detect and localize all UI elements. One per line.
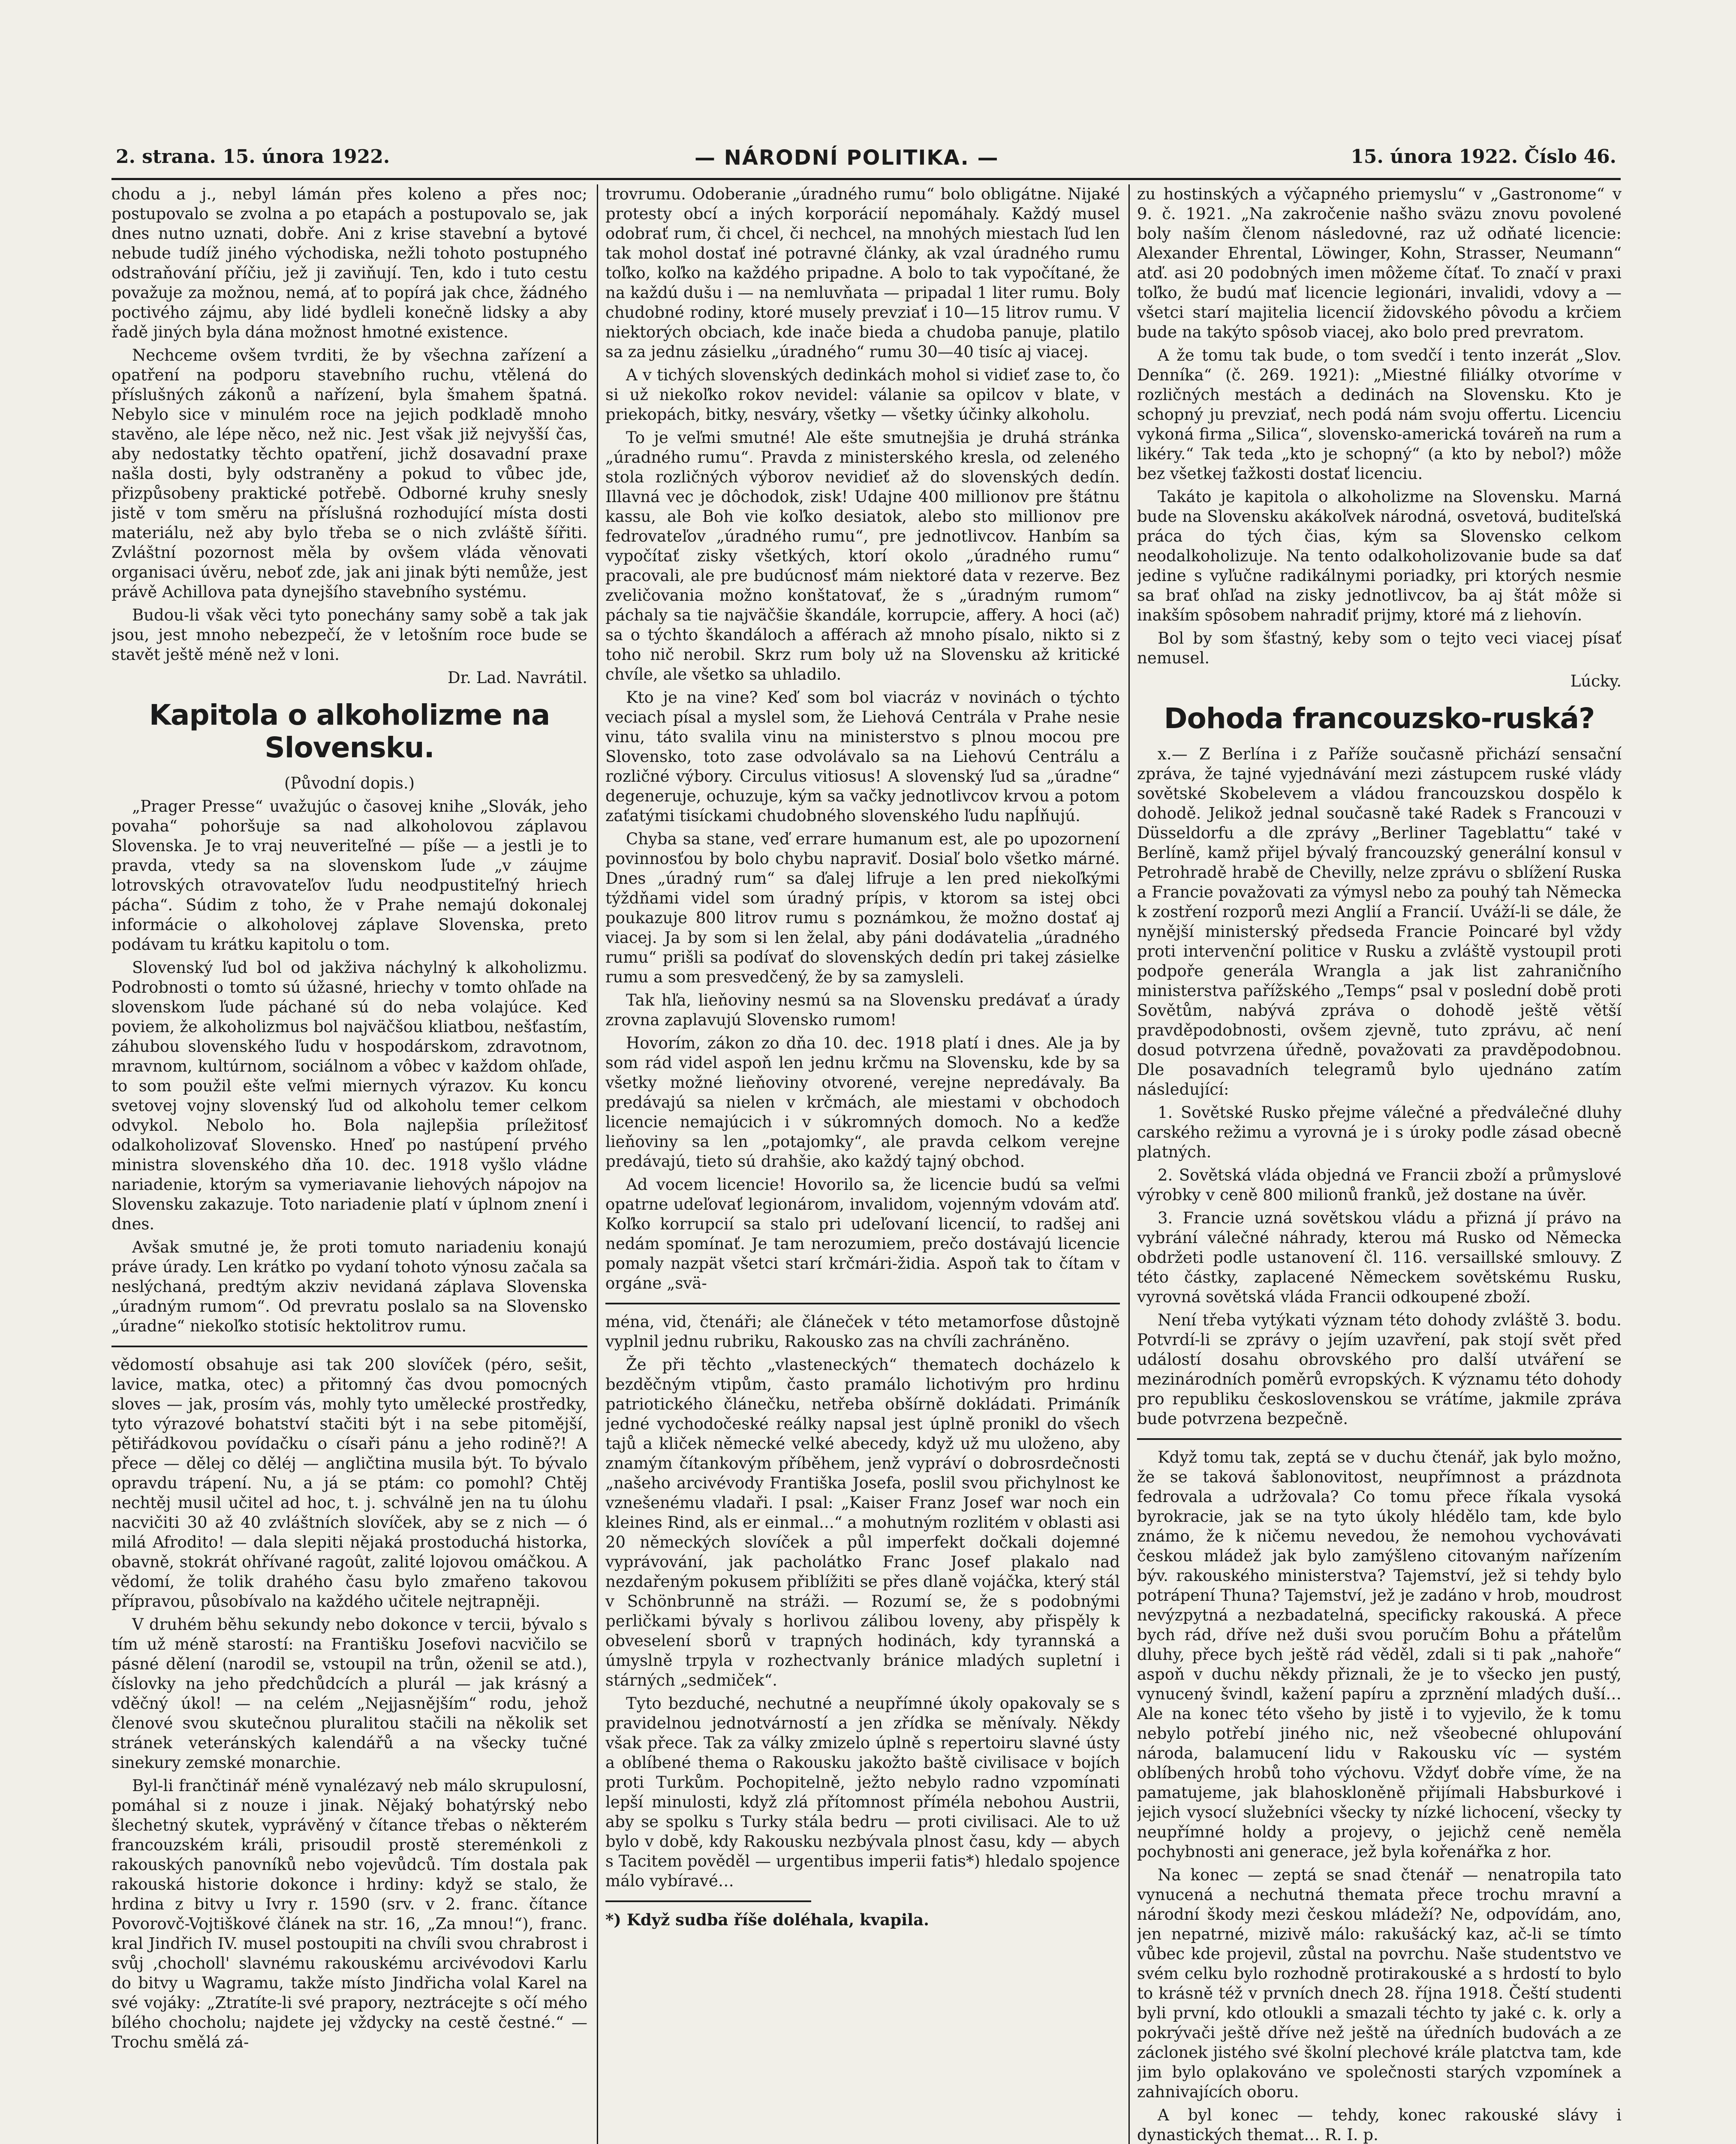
paragraph: „Prager Presse“ uvažujúc o časovej knihe „Slovák, jeho povaha“ pohoršuje sa nad alkoholovou záplavou Slovenska. Je to vraj neuveriteľné — píše — a jestli je to pravda, vtedy sa na slovenskom ľude „v záujme lotrovských otravovateľov ľudu neodpustiteľný hriech pácha“. Súdim z toho, že v Prahe nemajú dokonalej informácie o alkoholovej záplave Slovenska, preto podávam tu krátku kapitolu o tom.	[111, 797, 587, 954]
paragraph: ména, vid, čtenáři; ale článeček v této metamorfose důstojně vyplnil jednu rubriku, Rakousko zas na chvíli zachráněno.	[605, 1313, 1120, 1351]
paragraph: vědomostí obsahuje asi tak 200 slovíček (péro, sešit, lavice, matka, otec) a přitomný čas dvou pomocných sloves — jak, prosím vás, mohly tyto umělecké prostředky, tyto výrazové bohatství stačiti být i na sebe pitomější, pětiřádkovou povídačku o císaři pánu a jeho rodině?! A přece — dělej co děléj — angličtina musila být. To bývalo opravdu trápení. Nu, a já se ptám: co pomohl? Chtěj nechtěj musil učitel ad hoc, t. j. schválně jen na tu úlohu nacvičiti 30 až 40 zvláštních slovíček, aby se z nich — ó milá Afrodito! — dala slepiti nějaká prostoduchá historka, obavně, stokrát ohřívané ragoût, zalité lojovou omáčkou. A vědomí, že tolik drahého času bylo zmařeno takovou přípravou, působívalo na každého učitele nejtrapněji.	[111, 1355, 587, 1611]
paragraph: Slovenský ľud bol od jakživa náchylný k alkoholizmu. Podrobnosti o tomto sú úžasné, hriechy v tomto ohľade na slovenskom ľude páchané sú do neba volajúce. Keď poviem, že alkoholizmus bol najväčšou kliatbou, nešťastím, záhubou slovenského ľudu v hospodárskom, zdravotnom, mravnom, kultúrnom, sociálnom a vôbec v každom ohľade, to som použil ešte veľmi miernych výrazov. Ku koncu svetovej vojny slovenský ľud od alkoholu temer celkom odvykol. Nebolo ho. Bola najlepšia príležitosť odalkoholizovať Slovensko. Hneď po nastúpení prvého ministra slovenského dňa 10. dec. 1918 vyšlo vládne nariadenie, ktorým sa vymeriavanie liehových nápojov na Slovensku zakazuje. Toto nariadenie platí v úplnom znení i dnes.	[111, 958, 587, 1233]
paragraph: Avšak smutné je, že proti tomuto nariadeniu konajú práve úrady. Len krátko po vydaní tohoto výnosu začala sa neslýchaná, predtým akziv nevidaná záplava Slovenska „úradným rumom“. Od prevratu poslalo sa na Slovensko „úradne“ niekoľko stotisíc hektolitrov rumu.	[111, 1238, 587, 1335]
paragraph: Není třeba vytýkati význam této dohody zvláště 3. bodu. Potvrdí-li se zprávy o jejím uzavření, pak stojí svět před událostí dosahu obrovského pro další utváření se mezinárodních poměrů evropských. K významu této dohody pro republiku československou se vrátíme, jakmile zpráva bude potvrzena bezpečně.	[1137, 1311, 1622, 1428]
paragraph: zu hostinských a výčapného priemyslu“ v „Gastronome“ v 9. č. 1921. „Na zakročenie našho sväzu znovu povolené boly naším členom následovné, raz už odňaté licencie: Alexander Ehrental, Löwinger, Kohn, Strasser, Neumann“ atď. asi 20 podobných imen môžeme čítať. To značí v praxi toľko, že budú mať licencie legionári, invalidi, vdovy a — všetci starí majitelia licencií židovského pôvodu a krčiem bude na takýto spôsob viacej, ako bolo pred prevratom.	[1137, 185, 1622, 341]
footnote-rule	[605, 1900, 811, 1902]
paragraph: Takáto je kapitola o alkoholizme na Slovensku. Marná bude na Slovensku akákoľvek národná, osvetová, buditeľská práca do tých čias, kým sa Slovensko celkom neodalkoholizuje. Na tento odalkoholizovanie bude sa dať jedine s vyľučne radikálnymi poriadky, pri ktorých nesmie sa brať ohľad na zisky jednotlivcov, ba aj štát môže si inakším spôsobem nahradiť prijmy, ktoré má z liehovín.	[1137, 488, 1622, 624]
paragraph: Budou-li však věci tyto ponechány samy sobě a tak jak jsou, jest mnoho nebezpečí, že v letošním roce bude se stavět ještě méně než v loni.	[111, 606, 587, 664]
masthead: — NÁRODNÍ POLITIKA. —	[695, 146, 999, 170]
paragraph: A že tomu tak bude, o tom svedčí i tento inzerát „Slov. Denníka“ (č. 269. 1921): „Miestné filiálky otvoríme v rozličných mestách a dedinách na Slovensku. Kto je schopný ju prevziať, nech podá nám svoju offertu. Licenciu vykoná firma „Silica“, slovensko-americká továreň na rum a likéry.“ Tak teda „kto je schopný“ (a kto by nebol?) môže bez všetkej ťažkosti dostať licenciu.	[1137, 346, 1622, 483]
paragraph: A byl konec — tehdy, konec rakouské slávy i dynastických themat… R. I. p.	[1137, 2106, 1622, 2144]
column-3	[1137, 184, 1622, 2144]
article-subtitle: (Původní dopis.)	[284, 774, 415, 792]
paragraph: Tak hľa, lieňoviny nesmú sa na Slovensku predávať a úrady zrovna zaplavujú Slovensko rumom!	[605, 991, 1120, 1029]
paragraph: To je veľmi smutné! Ale ešte smutnejšia je druhá stránka „úradného rumu“. Pravda z ministerského kresla, od zeleného stola rozličných výborov nevidieť až do slovenských dedín. Illavná vec je dôchodok, zisk! Udajne 400 millionov pre štátnu kassu, ale Boh vie koľko desiatok, alebo sto millionov pre fedrovateľov „úradného rumu“, pre jednotlivcov. Hanbím sa vypočítať zisky všetkých, ktorí okolo „úradného rumu“ pracovali, ale pre budúcnosť mám niektoré data v rezerve. Bez zveličovania možno konštatovať, že s „úradným rumom“ páchaly sa tie najväčšie škandále, korrupcie, affery. A hoci (ač) sa o týchto škandáloch a afférach až mnoho písalo, nikto si z toho nič nerobil. Skrz rum boly už na Slovensku až kritické chvíle, ale všetko sa uhladilo.	[605, 428, 1120, 684]
paragraph: trovrumu. Odoberanie „úradného rumu“ bolo obligátne. Nijaké protesty obcí a iných korporácií nepomáhaly. Každý musel odobrať rum, či chcel, či nechcel, na mnohých miestach ľud len tak mohol dostať iné potravné články, ak vzal úradného rumu toľko, koľko na každého pripadne. A bolo to tak vypočítané, že na každú dušu i — na nemluvňata — pripadal 1 liter rumu. Boly chudobné rodiny, ktoré musely prevziať i 10—15 litrov rumu. V niektorých obciach, kde inače bieda a chudoba panuje, platilo sa za jednu zásielku „úradného“ rumu 30—40 tisíc aj viacej.	[605, 185, 1120, 361]
column-divider-2	[1128, 184, 1130, 2144]
column-2	[605, 184, 1120, 2144]
footnote: *) Když sudba říše doléhala, kvapila.	[605, 1910, 930, 1929]
section-rule	[1137, 1438, 1622, 1440]
paragraph: Bol by som šťastný, keby som o tejto veci viacej písať nemusel.	[1137, 629, 1622, 667]
section-rule	[605, 1303, 1120, 1304]
paragraph: Tyto bezduché, nechutné a neupřímné úkoly opakovaly se s pravidelnou jednotvárností a jen zřídka se měnívaly. Někdy však přece. Tak za války zmizelo úplně s repertoiru slavné ústy a oblíbené thema o Rakousku jakožto baště civilisace v bojích proti Turkům. Pochopitelně, ježto nebylo radno vzpomínati lepší minulosti, když zlá přítomnost příméla nebohou Austrii, aby se spolku s Turky stála bedru — proti civilisaci. Ale to už bylo v době, kdy Rakousku nezbývala plnost času, kdy — abych s Tacitem pověděl — urgentibus imperii fatis*) hledalo spojence málo vybíravé…	[605, 1694, 1120, 1890]
paragraph: 3. Francie uzná sovětskou vládu a přizná jí právo na vybrání válečné náhrady, kterou má Rusko od Německa obdržeti podle ustanovení čl. 116. versaillské smlouvy. Z této částky, zaplacené Německem sovětskému Rusku, vyrovná sovětská vláda Francii odkoupené zboží.	[1137, 1209, 1622, 1306]
header-rule	[111, 178, 1621, 180]
paragraph: 1. Sovětské Rusko přejme válečné a předválečné dluhy carského režimu a vyrovná je i s úroky podle zásad obecně platných.	[1137, 1103, 1622, 1161]
paragraph: x.— Z Berlína i z Paříže současně přichází sensační zpráva, že tajné vyjednávání mezi zástupcem ruské vlády sovětské Skobelevem a vládou francouzskou dospělo k dohodě. Jelikož jednal současně také Radek s Francouzi v Düsseldorfu a dle zprávy „Berliner Tageblattu“ také v Berlíně, kamž přijel bývalý francouzský generální konsul v Petrohradě hrabě de Chevilly, nelze zprávu o sblížení Ruska a Francie považovati za výmysl nebo za pouhý tah Německa k zostření rozporů mezi Anglií a Francií. Uváží-li se dále, že nynější ministerský předseda Francie Poincaré byl vždy proti intervenční politice v Rusku a zvláště vystoupil proti podpoře generála Wrangla a jak list zahraničního ministerstva pařížského „Temps“ psal v poslední době proti Sovětům, nabývá zpráva o dohodě ještě větší pravděpodobnosti, ovšem zjevně, tuto zprávu, ač není dosud potvrzena úředně, považovati za pravděpodobnou. Dle posavadních telegramů bylo ujednáno zatím následující:	[1137, 745, 1622, 1099]
article-headline: Kapitola o alkoholizme na Slovensku.	[149, 699, 550, 764]
article-headline: Dohoda francouzsko-ruská?	[1164, 702, 1595, 735]
paragraph: Že při těchto „vlasteneckých“ thematech docházelo k bezděčným vtipům, často pramálo lichotivým pro hrdinu patriotického článečku, netřeba obšírně dokládati. Primáník jedné vychodočeské reálky napsal jest úplně pronikl do všech tajů a kliček německé velké abecedy, když už mu uloženo, aby znamým čítankovým příběhem, jenž vypráví o dobrosrdečnosti „našeho arcivévody Františka Josefa, poslil svou přichylnost ke vznešenému vladaři. I psal: „Kaiser Franz Josef war noch ein kleines Rind, als er einmal...“ a mohutným rozlitém v oblasti asi 20 německých slovíček a půl imperfekt dočkali dojemné vyprávování, jak pacholátko Franc Josef plakalo nad nezdařeným pokusem přiblížiti se přes dlaně vojáčka, který stál v Schönbrunně na stráži. — Rozumí se, že s podobnými perličkami bývaly s horlivou zálibou loveny, aby přispěly k obveselení sborů v trapných hodinách, kdy tyrannská a úmyslně trpyla v rozhectvanly bránice mladých supletní i stárných „sedmiček“.	[605, 1355, 1120, 1689]
paragraph: Chyba sa stane, veď errare humanum est, ale po upozornení povinnosťou by bolo chybu napraviť. Dosiaľ bolo všetko márné. Dnes „úradný rum“ sa ďalej lifruje a len pred niekoľkými týždňami videl som úradný prípis, v ktorom sa istej obci poukazuje 800 litrov rumu s poznámkou, že možno dostať aj viacej. Ja by som si len želal, aby páni dodávatelia „úradného rumu“ prišli sa podívať do slovenských dedín pri takej zásielke rumu a som presvedčený, že by sa zamysleli.	[605, 830, 1120, 986]
page-header	[116, 142, 1616, 180]
paragraph: Když tomu tak, zeptá se v duchu čtenář, jak bylo možno, že se taková šablonovitost, neupřímnost a prázdnota fedrovala a udržovala? Co tomu přece říkala vysoká byrokracie, jak se na tyto úkoly hlédělo tam, kde bylo známo, že k ničemu nevedou, že nemohou vychovávati českou mládež jak bylo zamýšleno citovaným nařízením býv. rakouského ministerstva? Tajemství, jež si tehdy bylo potrápení Thuna? Tajemství, jež je zadáno v hrob, moudrost nevýzpytná a nezbadatelná, specificky rakouská. A přece bych rád, dříve než duši svou poručím Bohu a přátelům dluhy, přece bych ještě rád věděl, zdali si ti pak „nahoře“ aspoň v duchu někdy přiznali, že je to všecko jen pustý, vynucený švindl, kažení papíru a zprznění mladých duší… Ale na konec této všeho by jistě i to vyjevilo, že k tomu nebylo potřebí jiného nic, než všeobecné ohlupování národa, balamucení lidu v Rakousku víc — systém oblíbených hrobů toho výchovu. Vždyť dobře víme, že na pamatujeme, jak blahoskloněně přijímali Habsburkové i jejich vysocí služebníci všecky ty nízké lichocení, všecky ty neupřímné holdy a projevy, o jejichž ceně neměla pochybnosti ani generace, jež byla kořenářka z hor.	[1137, 1448, 1622, 1861]
paragraph: Ad vocem licencie! Hovorilo sa, že licencie budú sa veľmi opatrne udeľovať legionárom, invalidom, vojenným vdovám atď. Koľko korrupcií sa stalo pri udeľovaní licencií, to radšej ani nedám spomínať. Je tam nerozumiem, prečo dostávajú licencie pomaly nazpät všetci starí krčmári-židia. Aspoň tak to čítam v orgáne „svä-	[605, 1175, 1120, 1292]
paragraph: 2. Sovětská vláda objedná ve Francii zboží a průmyslové výrobky v ceně 800 milionů franků, jež dostane na úvěr.	[1137, 1166, 1622, 1204]
paragraph: V druhém běhu sekundy nebo dokonce v tercii, bývalo s tím už méně starostí: na Františku Josefovi nacvičilo se pásné dělení (narodil se, vstoupil na trůn, oženil se atd.), číslovky na jeho předchůdcích a plurál — jak krásný a vděčný úkol! — na celém „Nejjasnějším“ rodu, jehož členové svou skutečnou pluralitou stačili na několik set stránek veteránských kalendářů a na všecky tučné sinekury zemské monarchie.	[111, 1615, 587, 1772]
paragraph: chodu a j., nebyl lámán přes koleno a přes noc; postupovalo se zvolna a po etapách a postupovalo se, jak dnes nutno uznati, dobře. Ani z krise stavební a bytové nebude tudíž jiného východiska, nežli tohoto postupného odstraňování příčiu, jež ji zaviňují. Ten, kdo i tuto cestu považuje za možnou, nemá, ať to popírá jak chce, žádného poctivého zájmu, aby lidé bydleli konečně lidsky a aby řadě jiných byla dána možnost hmotné existence.	[111, 185, 587, 341]
paragraph: A v tichých slovenských dedinkách mohol si vidieť zase to, čo si už niekoľko rokov nevidel: válanie sa opilcov v blate, v priekopách, bitky, nesváry, všetky — všetky účinky alkoholu.	[605, 366, 1120, 424]
column-1	[111, 184, 587, 2144]
paragraph: Byl-li frančtinář méně vynalézavý neb málo skrupulosní, pomáhal si z nouze i jinak. Nějaký bohatýrský nebo šlechetný skutek, vyprávěný v čítance třebas o některém francouzském králi, prisoudil prostě stereménkoli z rakouských panovníků nebo vojevůdců. Tím dostala pak rakouská historie dokonce i hrdiny: když se stalo, že hrdina z bitvy u Ivry r. 1590 (srv. v 2. franc. čítance Povorovč-Vojtiškové článek na str. 16, „Za mnou!“), franc. kral Jindřich IV. musel postoupiti na chvíli svou chrabrost i svůj ,chocholl' slavnému rakouskému arcivévodovi Karlu do bitvy u Wagramu, takže místo Jindřicha volal Karel na své vojáky: „Ztratíte-li své prapory, neztrácejte s očí mého bílého chocholu; najdete jej vždycky na cestě čestné.“ — Trochu smělá zá-	[111, 1777, 587, 2051]
header-left: 2. strana. 15. února 1922.	[116, 146, 390, 168]
author-signature: Lúcky.	[1570, 672, 1622, 690]
section-rule	[111, 1346, 587, 1347]
paragraph: Hovorím, zákon zo dňa 10. dec. 1918 platí i dnes. Ale ja by som rád videl aspoň len jednu krčmu na Slovensku, kde by sa všetky možné lieňoviny otvorené, verejne nepredávaly. Ba predávajú sa nielen v krčmách, ale miestami v obchodoch licencie nemajúcich i v súkromných domoch. No a keďže lieňoviny sa len „potajomky“, ale pravda celkom verejne predávajú, tieto sú drahšie, ako každý tajný obchod.	[605, 1034, 1120, 1171]
header-right: 15. února 1922. Číslo 46.	[1351, 146, 1616, 168]
paragraph: Nechceme ovšem tvrditi, že by všechna zařízení a opatření na podporu stavebního ruchu, vtělená do příslušných zákonů a nařízení, byla šmahem špatná. Nebylo sice v minulém roce na jejich podkladě mnoho stavěno, ale lépe něco, než nic. Jest však již nejvyšší čas, aby nedostatky těchto opatření, jichž dosavadní praxe našla dosti, byly odstraněny a pokud to vůbec jde, přizpůsobeny praktické potřebě. Odborné kruhy snesly jistě v tom směru na příslušná rozhodující místa dosti materiálu, než aby bylo třeba se o nich zvláště šířiti. Zvláštní pozornost měla by ovšem vláda věnovati organisaci úvěru, neboť zde, jak ani jinak býti nemůže, jest právě Achillova pata dynejšího stavebního systému.	[111, 346, 587, 601]
paragraph: Kto je na vine? Keď som bol viacráz v novinách o týchto veciach písal a myslel som, že Liehová Centrála v Prahe nesie vinu, táto svalila vinu na ministerstvo s plnou mocou pre Slovensko, toto zase odvolávalo sa na Liehovú Centrálu a rozličné výbory. Circulus vitiosus! A slovenský ľud sa „úradne“ degeneruje, ochuzuje, kým sa vačky jednotlivcov krvou a potom zaťatými tisíckami chudobného slovenského ľudu napĺňujú.	[605, 688, 1120, 825]
column-divider-1	[597, 184, 598, 2144]
author-signature: Dr. Lad. Navrátil.	[447, 668, 587, 687]
paragraph: Na konec — zeptá se snad čtenář — nenatropila tato vynucená a nechutná themata přece trochu mravní a národní škody mezi českou mládeží? Ne, odpovídám, ano, jen nepatrné, mizivě málo: rakušácký kaz, ač-li se tímto vůbec kde projevil, zůstal na povrchu. Naše studentstvo ve svém celku bylo rozhodně protirakouské a s hrdostí to bylo to krásně též v prvních dnech 28. října 1918. Čeští studenti byli první, kdo otloukli a smazali téchto ty jaké c. k. orly a pokrývači ještě dříve než ještě na úředních budovách a ze záclonek jistého své školní plechové krále platctva tam, kde jim bylo oplakováno ve společnosti starých vzpomínek a zahnivajících oboru.	[1137, 1866, 1622, 2101]
